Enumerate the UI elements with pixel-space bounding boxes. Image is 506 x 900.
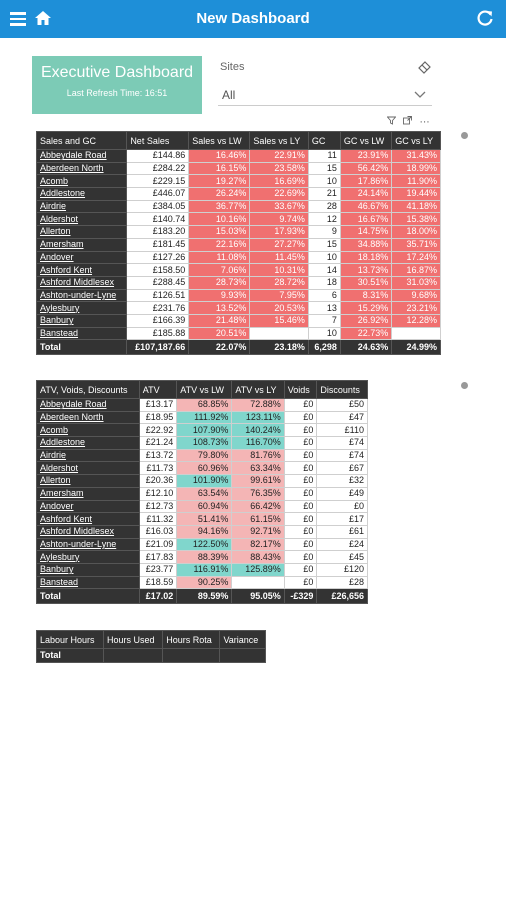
header-row	[37, 631, 266, 649]
table-cell: 8.31%	[340, 289, 391, 302]
table-cell: 23.21%	[392, 302, 441, 315]
header-row	[37, 381, 368, 399]
total-cell: 89.59%	[177, 589, 232, 604]
table-cell: £446.07	[127, 188, 189, 201]
table-cell: £74	[317, 437, 368, 450]
table-cell: 76.35%	[232, 487, 284, 500]
table-cell: 63.34%	[232, 462, 284, 475]
table-cell: £284.22	[127, 162, 189, 175]
row-label: Ashford Kent	[37, 513, 140, 526]
table-cell: £0	[284, 462, 317, 475]
sales-and-gc-table	[36, 131, 441, 355]
eraser-icon[interactable]	[418, 61, 432, 75]
top-app-bar	[0, 0, 506, 38]
table-cell: £21.09	[139, 538, 177, 551]
total-label: Total	[37, 649, 104, 663]
table-row[interactable]	[37, 449, 368, 462]
row-label: Amersham	[37, 238, 127, 251]
table-cell: 125.89%	[232, 563, 284, 576]
table-cell: 79.80%	[177, 449, 232, 462]
table-row[interactable]	[37, 150, 441, 163]
table-cell: 46.67%	[340, 200, 391, 213]
table-cell: £61	[317, 525, 368, 538]
column-header[interactable]: Hours Used	[103, 631, 162, 649]
expand-icon[interactable]	[401, 116, 415, 128]
table-cell: 101.90%	[177, 475, 232, 488]
table-cell: £166.39	[127, 314, 189, 327]
table-cell: £67	[317, 462, 368, 475]
table-row[interactable]	[37, 513, 368, 526]
table-row[interactable]	[37, 411, 368, 424]
table-cell: 14	[308, 264, 340, 277]
table-cell: £144.86	[127, 150, 189, 163]
table-cell: 13.52%	[189, 302, 250, 315]
total-label: Total	[37, 340, 127, 355]
table-cell: £11.73	[139, 462, 177, 475]
table-cell: 140.24%	[232, 424, 284, 437]
table-cell: 15.38%	[392, 213, 441, 226]
column-header[interactable]: Variance	[220, 631, 266, 649]
table-cell: 81.76%	[232, 449, 284, 462]
table-cell: £13.17	[139, 399, 177, 412]
table-cell: 16.67%	[340, 213, 391, 226]
table-cell: £12.10	[139, 487, 177, 500]
table-cell: 15	[308, 162, 340, 175]
table-cell: £183.20	[127, 226, 189, 239]
row-label: Ashton-under-Lyne	[37, 289, 127, 302]
table-cell: £0	[284, 525, 317, 538]
total-cell: 22.07%	[189, 340, 250, 355]
table-cell: £0	[284, 475, 317, 488]
table-row[interactable]	[37, 238, 441, 251]
total-cell: £107,187.66	[127, 340, 189, 355]
row-label: Aberdeen North	[37, 411, 140, 424]
table-cell: 88.39%	[177, 551, 232, 564]
table-row[interactable]	[37, 276, 441, 289]
column-header[interactable]: GC vs LY	[392, 132, 441, 150]
table-cell: £0	[284, 538, 317, 551]
total-cell: 24.63%	[340, 340, 391, 355]
table-cell: £0	[284, 437, 317, 450]
labour-hours-table	[36, 630, 266, 663]
total-cell: £26,656	[317, 589, 368, 604]
table-cell: 28.73%	[189, 276, 250, 289]
table-cell: £24	[317, 538, 368, 551]
table-cell: £231.76	[127, 302, 189, 315]
table-cell: £120	[317, 563, 368, 576]
table-cell: 17.24%	[392, 251, 441, 264]
table-row[interactable]	[37, 437, 368, 450]
row-label: Acomb	[37, 424, 140, 437]
table-row[interactable]	[37, 314, 441, 327]
table-cell: £47	[317, 411, 368, 424]
table-row[interactable]	[37, 399, 368, 412]
table-cell: £49	[317, 487, 368, 500]
table-cell: 13.73%	[340, 264, 391, 277]
table-cell: 17.93%	[250, 226, 308, 239]
table-cell: £50	[317, 399, 368, 412]
table-row[interactable]	[37, 264, 441, 277]
table-cell: £17	[317, 513, 368, 526]
table-cell: 16.15%	[189, 162, 250, 175]
table-cell: 34.88%	[340, 238, 391, 251]
table-cell: 26.92%	[340, 314, 391, 327]
table-cell: £0	[284, 500, 317, 513]
table-cell: 15.29%	[340, 302, 391, 315]
table-cell: 21.48%	[189, 314, 250, 327]
table-cell: £21.24	[139, 437, 177, 450]
executive-dashboard-tile	[32, 56, 202, 114]
table-cell: 111.92%	[177, 411, 232, 424]
total-cell: 95.05%	[232, 589, 284, 604]
table-cell: 107.90%	[177, 424, 232, 437]
table-cell: £158.50	[127, 264, 189, 277]
row-label: Andover	[37, 251, 127, 264]
row-label: Airdrie	[37, 200, 127, 213]
total-cell	[220, 649, 266, 663]
row-label: Aberdeen North	[37, 162, 127, 175]
table-cell: 51.41%	[177, 513, 232, 526]
table-cell: 7	[308, 314, 340, 327]
table-cell: 18.00%	[392, 226, 441, 239]
table-row[interactable]	[37, 462, 368, 475]
row-label: Ashton-under-Lyne	[37, 538, 140, 551]
table-cell: £229.15	[127, 175, 189, 188]
column-header[interactable]: Sales vs LY	[250, 132, 308, 150]
table-cell: 108.73%	[177, 437, 232, 450]
row-label: Aylesbury	[37, 302, 127, 315]
row-label: Aldershot	[37, 462, 140, 475]
table-cell: £22.92	[139, 424, 177, 437]
table-cell	[232, 576, 284, 589]
table-cell: £0	[284, 487, 317, 500]
table-cell: 122.50%	[177, 538, 232, 551]
more-options-icon[interactable]: ⋯	[419, 117, 430, 128]
visual-header-icons	[384, 116, 440, 128]
table-cell: 28.72%	[250, 276, 308, 289]
total-cell	[103, 649, 162, 663]
table-row[interactable]	[37, 213, 441, 226]
table-cell: 26.24%	[189, 188, 250, 201]
table-row[interactable]	[37, 188, 441, 201]
table-cell: 20.53%	[250, 302, 308, 315]
column-header[interactable]: ATV, Voids, Discounts	[37, 381, 140, 399]
table-cell: £0	[284, 576, 317, 589]
table-row[interactable]	[37, 487, 368, 500]
column-header[interactable]: GC	[308, 132, 340, 150]
table-cell: 72.88%	[232, 399, 284, 412]
column-header[interactable]: ATV vs LY	[232, 381, 284, 399]
row-label: Ashford Kent	[37, 264, 127, 277]
total-cell: 24.99%	[392, 340, 441, 355]
table-cell: £126.51	[127, 289, 189, 302]
table-cell: 23.91%	[340, 150, 391, 163]
table-cell: 31.43%	[392, 150, 441, 163]
table-row[interactable]	[37, 424, 368, 437]
table-cell: 12.28%	[392, 314, 441, 327]
table-cell: £0	[284, 563, 317, 576]
table-cell: 92.71%	[232, 525, 284, 538]
row-label: Banbury	[37, 314, 127, 327]
table-cell: 15.46%	[250, 314, 308, 327]
table-cell: 99.61%	[232, 475, 284, 488]
table-cell: 22.69%	[250, 188, 308, 201]
row-label: Andover	[37, 500, 140, 513]
table-cell: 12	[308, 213, 340, 226]
table-cell: £0	[284, 449, 317, 462]
table-cell: £0	[317, 500, 368, 513]
row-label: Aylesbury	[37, 551, 140, 564]
row-label: Allerton	[37, 475, 140, 488]
row-label: Allerton	[37, 226, 127, 239]
table-cell: £140.74	[127, 213, 189, 226]
total-label: Total	[37, 589, 140, 604]
table-cell: 17.86%	[340, 175, 391, 188]
table-cell: £0	[284, 424, 317, 437]
table-cell: 60.94%	[177, 500, 232, 513]
table-cell: £0	[284, 513, 317, 526]
column-header[interactable]: Labour Hours	[37, 631, 104, 649]
column-header[interactable]: Sales vs LW	[189, 132, 250, 150]
table-cell: £288.45	[127, 276, 189, 289]
column-header[interactable]: ATV vs LW	[177, 381, 232, 399]
column-header[interactable]: Voids	[284, 381, 317, 399]
row-label: Abbeydale Road	[37, 150, 127, 163]
table-row[interactable]	[37, 525, 368, 538]
refresh-icon[interactable]	[476, 9, 496, 29]
table-cell: 82.17%	[232, 538, 284, 551]
table-row[interactable]	[37, 475, 368, 488]
table-cell: 9.74%	[250, 213, 308, 226]
tile-title: Executive Dashboard	[40, 64, 194, 81]
table-cell: 22.91%	[250, 150, 308, 163]
row-label: Ashford Middlesex	[37, 276, 127, 289]
total-row	[37, 589, 368, 604]
table-cell: 22.73%	[340, 327, 391, 340]
row-label: Banstead	[37, 327, 127, 340]
table-cell: £0	[284, 399, 317, 412]
table-cell: 116.70%	[232, 437, 284, 450]
table-cell: 41.18%	[392, 200, 441, 213]
table-cell: 7.06%	[189, 264, 250, 277]
table-cell: £23.77	[139, 563, 177, 576]
table-row[interactable]	[37, 302, 441, 315]
row-label: Banbury	[37, 563, 140, 576]
table-cell: 22.16%	[189, 238, 250, 251]
table-row[interactable]	[37, 576, 368, 589]
table-cell: £110	[317, 424, 368, 437]
table-cell: 88.43%	[232, 551, 284, 564]
table-cell: 33.67%	[250, 200, 308, 213]
table-cell: 6	[308, 289, 340, 302]
row-label: Amersham	[37, 487, 140, 500]
total-row	[37, 340, 441, 355]
table-cell: £185.88	[127, 327, 189, 340]
column-header[interactable]: Discounts	[317, 381, 368, 399]
table-cell: 31.03%	[392, 276, 441, 289]
table-row[interactable]	[37, 551, 368, 564]
table-cell: 68.85%	[177, 399, 232, 412]
table-cell: £74	[317, 449, 368, 462]
table-cell: 13	[308, 302, 340, 315]
page-title: New Dashboard	[196, 10, 310, 27]
table-cell: 60.96%	[177, 462, 232, 475]
total-cell	[163, 649, 220, 663]
table-cell: £0	[284, 551, 317, 564]
table-cell: 66.42%	[232, 500, 284, 513]
table-cell: 36.77%	[189, 200, 250, 213]
table-cell: 18	[308, 276, 340, 289]
table-row[interactable]	[37, 289, 441, 302]
table-cell: £45	[317, 551, 368, 564]
filter-icon[interactable]	[384, 116, 398, 128]
table-cell: 30.51%	[340, 276, 391, 289]
table-cell: 11	[308, 150, 340, 163]
table-cell: £16.03	[139, 525, 177, 538]
table-cell: £0	[284, 411, 317, 424]
table-cell: 16.46%	[189, 150, 250, 163]
table-cell: 90.25%	[177, 576, 232, 589]
table-cell: 15.03%	[189, 226, 250, 239]
chevron-down-icon	[414, 88, 426, 98]
table-cell: £12.73	[139, 500, 177, 513]
table-cell: 56.42%	[340, 162, 391, 175]
table-cell: 18.18%	[340, 251, 391, 264]
table-cell: 11.90%	[392, 175, 441, 188]
row-label: Aldershot	[37, 213, 127, 226]
table-cell: £11.32	[139, 513, 177, 526]
table-cell: 35.71%	[392, 238, 441, 251]
table-cell: 10	[308, 327, 340, 340]
column-header[interactable]: Net Sales	[127, 132, 189, 150]
table-cell	[250, 327, 308, 340]
table-cell: £384.05	[127, 200, 189, 213]
row-label: Acomb	[37, 175, 127, 188]
table-cell: 11.08%	[189, 251, 250, 264]
total-cell: 23.18%	[250, 340, 308, 355]
total-cell: 6,298	[308, 340, 340, 355]
table-cell: £127.26	[127, 251, 189, 264]
table-cell: £181.45	[127, 238, 189, 251]
table-cell: 123.11%	[232, 411, 284, 424]
total-cell: £17.02	[139, 589, 177, 604]
table-cell: £18.59	[139, 576, 177, 589]
atv-voids-discounts-table	[36, 380, 368, 604]
table-row[interactable]	[37, 175, 441, 188]
table-cell: 16.69%	[250, 175, 308, 188]
table-cell: £17.83	[139, 551, 177, 564]
column-header[interactable]: GC vs LW	[340, 132, 391, 150]
table-cell: 28	[308, 200, 340, 213]
table-row[interactable]	[37, 500, 368, 513]
row-label: Banstead	[37, 576, 140, 589]
table-cell: 10.16%	[189, 213, 250, 226]
table-cell: £32	[317, 475, 368, 488]
sites-dropdown[interactable]	[218, 82, 432, 106]
last-refresh-time: Last Refresh Time: 16:51	[66, 88, 168, 98]
table-cell: 61.15%	[232, 513, 284, 526]
table-cell: 10	[308, 251, 340, 264]
table-cell: 14.75%	[340, 226, 391, 239]
table-cell: 19.27%	[189, 175, 250, 188]
table-row[interactable]	[37, 251, 441, 264]
table-cell: £28	[317, 576, 368, 589]
table-cell: 21	[308, 188, 340, 201]
table-row[interactable]	[37, 563, 368, 576]
table-cell: 19.44%	[392, 188, 441, 201]
row-label: Airdrie	[37, 449, 140, 462]
table-cell: 11.45%	[250, 251, 308, 264]
table-cell: £18.95	[139, 411, 177, 424]
table-row[interactable]	[37, 162, 441, 175]
row-label: Ashford Middlesex	[37, 525, 140, 538]
table-cell: 9	[308, 226, 340, 239]
table-cell: 20.51%	[189, 327, 250, 340]
table-row[interactable]	[37, 200, 441, 213]
column-header[interactable]: Hours Rota	[163, 631, 220, 649]
table-cell: 10.31%	[250, 264, 308, 277]
header-row	[37, 132, 441, 150]
table-cell: 16.87%	[392, 264, 441, 277]
total-row	[37, 649, 266, 663]
table-cell: 116.91%	[177, 563, 232, 576]
table-cell: £20.36	[139, 475, 177, 488]
table-cell: 9.68%	[392, 289, 441, 302]
table-cell: £13.72	[139, 449, 177, 462]
table-cell: 18.99%	[392, 162, 441, 175]
table-cell: 63.54%	[177, 487, 232, 500]
column-header[interactable]: Sales and GC	[37, 132, 127, 150]
column-header[interactable]: ATV	[139, 381, 177, 399]
table-cell	[392, 327, 441, 340]
sites-selected-value: All	[222, 88, 236, 102]
table-cell: 24.14%	[340, 188, 391, 201]
row-label: Abbeydale Road	[37, 399, 140, 412]
table-cell: 7.95%	[250, 289, 308, 302]
row-label: Addlestone	[37, 437, 140, 450]
table-cell: 15	[308, 238, 340, 251]
table-row[interactable]	[37, 538, 368, 551]
table-cell: 27.27%	[250, 238, 308, 251]
table-row[interactable]	[37, 327, 441, 340]
row-label: Addlestone	[37, 188, 127, 201]
table-cell: 9.93%	[189, 289, 250, 302]
resize-handle[interactable]	[461, 132, 468, 139]
total-cell: -£329	[284, 589, 317, 604]
table-cell: 10	[308, 175, 340, 188]
table-row[interactable]	[37, 226, 441, 239]
sites-slicer-label: Sites	[220, 61, 245, 73]
table-cell: 94.16%	[177, 525, 232, 538]
resize-handle[interactable]	[461, 382, 468, 389]
table-cell: 23.58%	[250, 162, 308, 175]
